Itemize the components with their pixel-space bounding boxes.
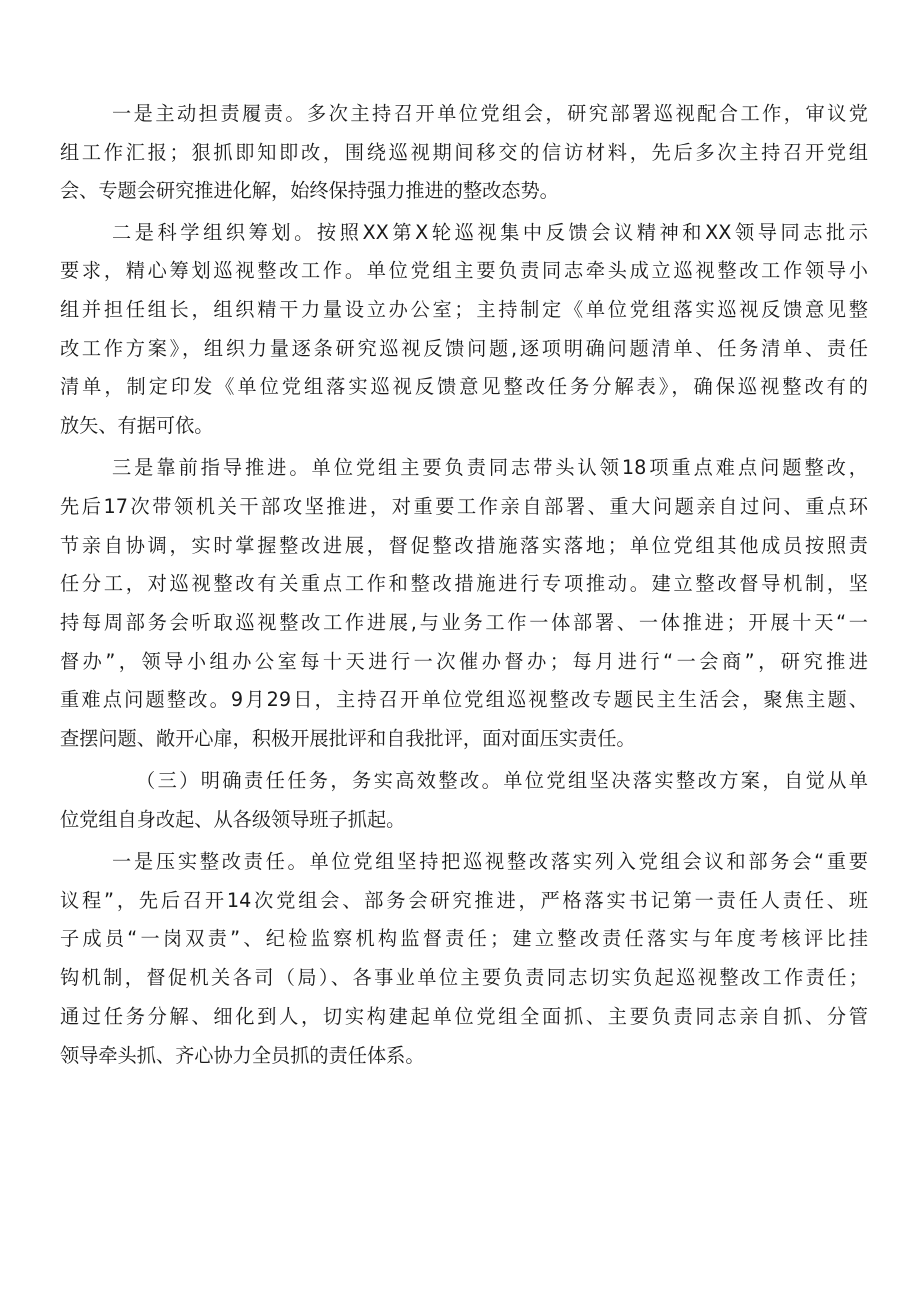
- paragraph-line: 一是压实整改责任。单位党组坚持把巡视整改落实列入党组会议和部务会“重要: [112, 850, 868, 874]
- paragraph-line: 重难点问题整改。9月29日，主持召开单位党组巡视整改专题民主生活会，聚焦主题、: [60, 688, 868, 712]
- paragraph-line: 组工作汇报；狠抓即知即改，围绕巡视期间移交的信访材料，先后多次主持召开党组: [60, 140, 868, 164]
- paragraph-line: 组并担任组长，组织精干力量设立办公室；主持制定《单位党组落实巡视反馈意见整: [60, 297, 868, 321]
- paragraph-line: 议程”，先后召开14次党组会、部务会研究推进，严格落实书记第一责任人责任、班: [60, 888, 868, 912]
- document-body: [60, 95, 868, 1075]
- paragraph-line: 督办”，领导小组办公室每十天进行一次催办督办；每月进行“一会商”，研究推进: [60, 649, 868, 673]
- paragraph-line: 会、专题会研究推进化解，始终保持强力推进的整改态势。: [60, 179, 559, 203]
- paragraph-line: 要求，精心筹划巡视整改工作。单位党组主要负责同志牵头成立巡视整改工作领导小: [60, 259, 868, 283]
- paragraph-line: 节亲自协调，实时掌握整改进展，督促整改措施落实落地；单位党组其他成员按照责: [60, 533, 868, 557]
- paragraph-line: 一是主动担责履责。多次主持召开单位党组会，研究部署巡视配合工作，审议党: [112, 102, 868, 125]
- paragraph-line: 查摆问题、敞开心扉，积极开展批评和自我批评，面对面压实责任。: [60, 727, 636, 750]
- paragraph-yashi-zeren: [60, 843, 868, 1075]
- paragraph-line: 先后17次带领机关干部攻坚推进，对重要工作亲自部署、重大问题亲自过问、重点环: [60, 494, 868, 518]
- paragraph-line: 领导牵头抓、齐心协力全员抓的责任体系。: [60, 1043, 425, 1067]
- paragraph-line: 通过任务分解、细化到人，切实构建起单位党组全面抓、主要负责同志亲自抓、分管: [60, 1004, 868, 1028]
- paragraph-line: 任分工，对巡视整改有关重点工作和整改措施进行专项推动。建立整改督导机制，坚: [60, 572, 868, 596]
- paragraph-line: 三是靠前指导推进。单位党组主要负责同志带头认领18项重点难点问题整改，: [112, 456, 868, 480]
- paragraph-kexue-zuzhi: [60, 214, 868, 446]
- paragraph-line: （三）明确责任任务，务实高效整改。单位党组坚决落实整改方案，自觉从单: [136, 769, 868, 793]
- paragraph-zhudong-danze: [60, 95, 868, 211]
- paragraph-line: 钩机制，督促机关各司（局）、各事业单位主要负责同志切实负起巡视整改工作责任；: [60, 966, 868, 990]
- paragraph-line: 持每周部务会听取巡视整改工作进展,与业务工作一体部署、一体推进；开展十天“一: [60, 610, 868, 634]
- paragraph-kaoqian-zhidao: [60, 449, 868, 759]
- paragraph-line: 二是科学组织筹划。按照XX第X轮巡视集中反馈会议精神和XX领导同志批示: [112, 220, 868, 244]
- paragraph-line: 子成员“一岗双责”、纪检监察机构监督责任；建立整改责任落实与年度考核评比挂: [60, 927, 868, 951]
- paragraph-line: 清单，制定印发《单位党组落实巡视反馈意见整改任务分解表》，确保巡视整改有的: [60, 375, 868, 399]
- paragraph-section-three: [60, 762, 868, 839]
- paragraph-line: 改工作方案》，组织力量逐条研究巡视反馈问题,逐项明确问题清单、任务清单、责任: [60, 336, 868, 360]
- paragraph-line: 位党组自身改起、从各级领导班子抓起。: [60, 807, 406, 831]
- paragraph-line: 放矢、有据可依。: [60, 414, 214, 437]
